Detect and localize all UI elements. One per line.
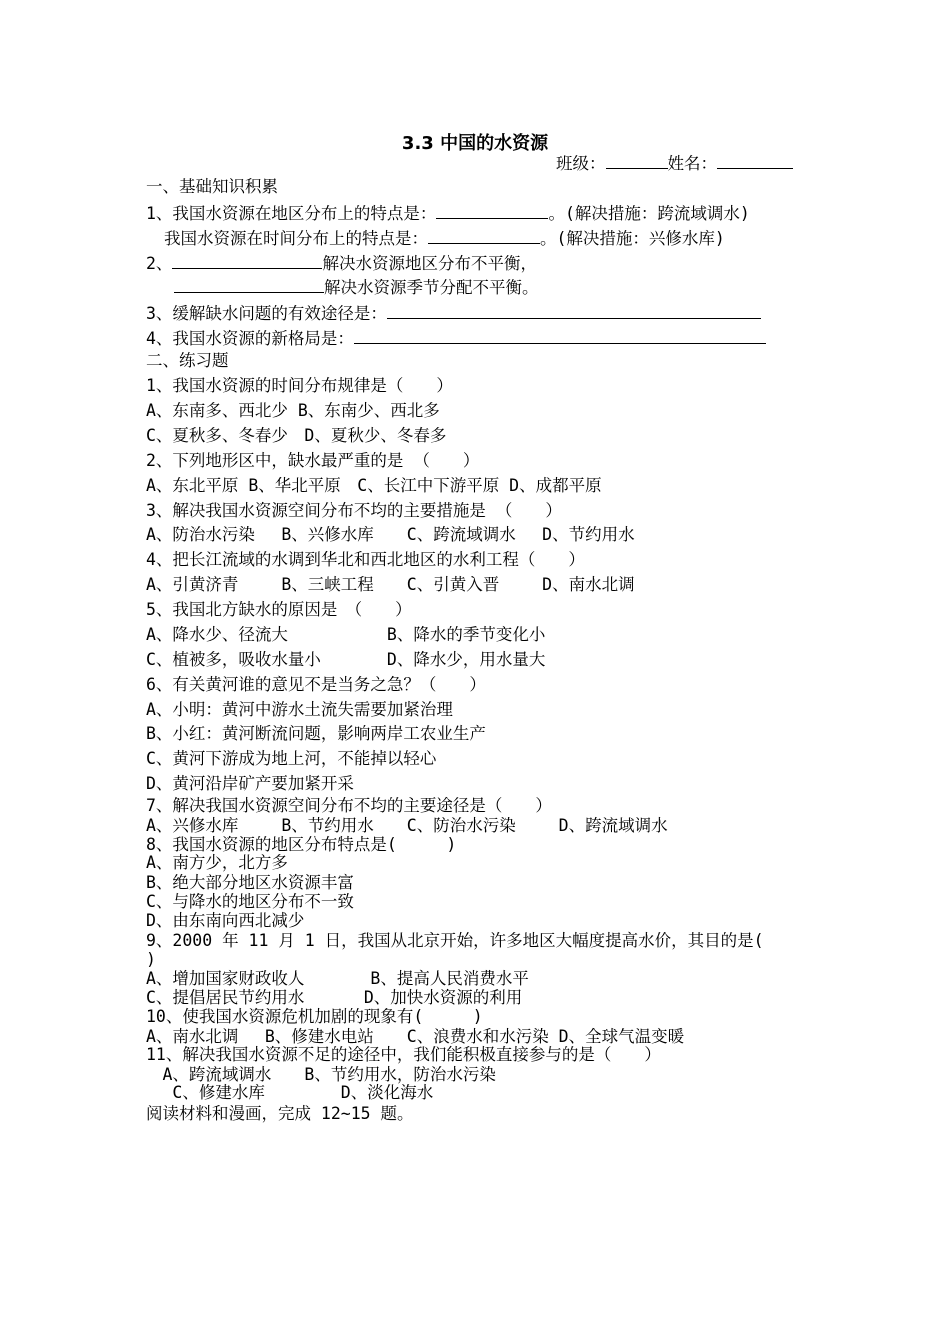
- practice-line: A、跨流域调水 B、节约用水，防治水污染: [146, 1065, 496, 1084]
- practice-line: 5、我国北方缺水的原因是 （ ）: [146, 600, 412, 619]
- practice-line: 9、2000 年 11 月 1 日，我国从北京开始，许多地区大幅度提高水价，其目的是(: [146, 931, 764, 950]
- question-4: [146, 327, 846, 349]
- class-blank: [606, 152, 668, 169]
- question-2a: [146, 252, 846, 274]
- practice-line: A、防治水污染 B、兴修水库 C、跨流域调水 D、节约用水: [146, 525, 635, 544]
- q2a-blank: [172, 252, 322, 269]
- q4-text: 4、我国水资源的新格局是：: [146, 329, 354, 348]
- q2-number: 2、: [146, 254, 173, 273]
- section2-heading: 二、练习题: [146, 351, 229, 370]
- q2a-text: 解决水资源地区分布不平衡，: [322, 254, 537, 273]
- practice-line: 1、我国水资源的时间分布规律是（ ）: [146, 376, 453, 395]
- practice-line: A、东南多、西北少 B、东南少、西北多: [146, 401, 440, 420]
- practice-line: C、夏秋多、冬春少 D、夏秋少、冬春多: [146, 426, 447, 445]
- practice-line: D、由东南向西北减少: [146, 911, 305, 930]
- practice-line: A、南水北调 B、修建水电站 C、浪费水和水污染 D、全球气温变暖: [146, 1027, 685, 1046]
- practice-line: A、增加国家财政收人 B、提高人民消费水平: [146, 969, 529, 988]
- practice-line: A、降水少、径流大 B、降水的季节变化小: [146, 625, 546, 644]
- practice-line: C、与降水的地区分布不一致: [146, 892, 354, 911]
- question-1a: [146, 202, 846, 224]
- practice-line: D、黄河沿岸矿产要加紧开采: [146, 774, 354, 793]
- practice-line: C、提倡居民节约用水 D、加快水资源的利用: [146, 988, 523, 1007]
- practice-line: A、引黄济青 B、三峡工程 C、引黄入晋 D、南水北调: [146, 575, 635, 594]
- practice-line: C、修建水库 D、淡化海水: [146, 1083, 434, 1102]
- practice-line: B、绝大部分地区水资源丰富: [146, 873, 354, 892]
- practice-line: A、南方少，北方多: [146, 853, 288, 872]
- q1b-note: 。(解决措施：兴修水库): [540, 229, 725, 248]
- q3-blank: [387, 302, 761, 319]
- practice-line: 6、有关黄河谁的意见不是当务之急？（ ）: [146, 675, 486, 694]
- practice-line: 11、解决我国水资源不足的途径中，我们能积极直接参与的是（ ）: [146, 1045, 661, 1064]
- practice-line: C、黄河下游成为地上河，不能掉以轻心: [146, 749, 437, 768]
- practice-line: 4、把长江流域的水调到华北和西北地区的水利工程（ ）: [146, 550, 585, 569]
- q4-blank: [354, 327, 766, 344]
- practice-line: 3、解决我国水资源空间分布不均的主要措施是 （ ）: [146, 501, 562, 520]
- q1b-blank: [428, 227, 540, 244]
- q1a-blank: [436, 202, 548, 219]
- question-2b: [174, 276, 874, 298]
- practice-line: 2、下列地形区中，缺水最严重的是 （ ）: [146, 451, 480, 470]
- question-1b: [164, 227, 864, 249]
- page-title: 3.3 中国的水资源: [401, 133, 549, 154]
- practice-line: 7、解决我国水资源空间分布不均的主要途径是（ ）: [146, 796, 552, 815]
- section1-heading: 一、基础知识积累: [146, 177, 278, 196]
- practice-line: 8、我国水资源的地区分布特点是( ): [146, 835, 457, 854]
- practice-line: B、小红：黄河断流问题，影响两岸工农业生产: [146, 724, 486, 743]
- class-label: 班级：: [556, 154, 606, 173]
- header-fields: [556, 152, 816, 174]
- practice-line: ): [146, 950, 156, 969]
- q2b-text: 解决水资源季节分配不平衡。: [324, 278, 539, 297]
- q3-text: 3、缓解缺水问题的有效途径是：: [146, 304, 387, 323]
- q2b-blank: [174, 276, 324, 293]
- name-label: 姓名：: [667, 154, 717, 173]
- question-3: [146, 302, 846, 324]
- q1a-text: 1、我国水资源在地区分布上的特点是：: [146, 204, 437, 223]
- practice-line: 10、使我国水资源危机加剧的现象有( ): [146, 1007, 483, 1026]
- practice-line: A、小明：黄河中游水土流失需要加紧治理: [146, 700, 453, 719]
- q1b-text: 我国水资源在时间分布上的特点是：: [164, 229, 428, 248]
- practice-line: 阅读材料和漫画，完成 12~15 题。: [146, 1104, 414, 1123]
- name-blank: [717, 152, 793, 169]
- practice-line: A、东北平原 B、华北平原 C、长江中下游平原 D、成都平原: [146, 476, 602, 495]
- practice-line: C、植被多，吸收水量小 D、降水少，用水量大: [146, 650, 546, 669]
- practice-line: A、兴修水库 B、节约用水 C、防治水污染 D、跨流域调水: [146, 816, 668, 835]
- q1a-note: 。(解决措施：跨流域调水): [548, 204, 750, 223]
